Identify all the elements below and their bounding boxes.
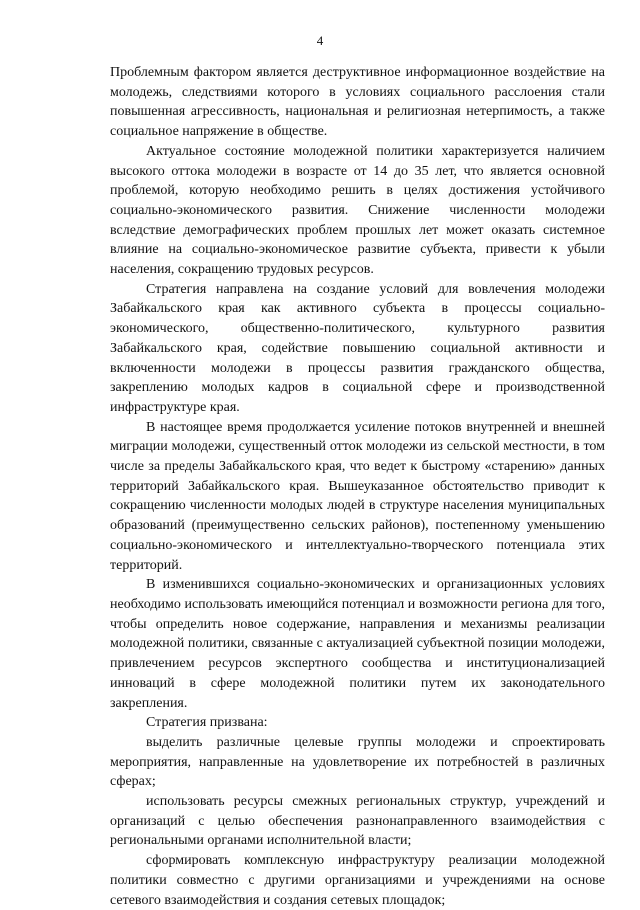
document-body bbox=[110, 63, 605, 910]
list-item: сформировать комплексную инфраструктуру реализации молодежной политики совместно с другими организациями и учреждениями на основе сетевого взаимодействия и создания сетевых площадок; bbox=[110, 853, 605, 908]
paragraph-current-state: Актуальное состояние молодежной политики характеризуется наличием высокого оттока молодежи в возрасте от 14 до 35 лет, что является основной проблемой, которую необходимо решить в целях достижения устойчивого социально-экономического развития. Снижение численности молодежи вследствие демографических проблем прошлых лет может оказать системное влияние на социально-экономическое развитие субъекта, привести к убыли населения, сокращению трудовых ресурсов. bbox=[110, 143, 605, 278]
paragraph-changed-conditions: В изменившихся социально-экономических и организационных условиях необходимо использовать имеющийся потенциал и возможности региона для того, чтобы определить новое содержание, направления и механизмы реализации молодежной политики, связанные с актуализацией субъектной позиции молодежи, привлечением ресурсов экспертного сообщества и институционализацией инноваций в сфере молодежной политики путем их законодательного закрепления. bbox=[110, 577, 605, 711]
list-item: выделить различные целевые группы молодежи и спроектировать мероприятия, направленные на удовлетворение их потребностей в различных сферах; bbox=[110, 734, 605, 790]
page-number: 4 bbox=[316, 33, 324, 48]
paragraph-strategy-aim: Стратегия направлена на создание условий для вовлечения молодежи Забайкальского края как активного субъекта в процессы социально-экономического, общественно-политического, культурного развития Забайкальского края, содействие повышению социальной активности и включенности молодежи в процессы развития гражданского общества, закреплению молодых кадров в социальной сфере и производственной инфраструктуре края. bbox=[110, 281, 605, 415]
list-item: использовать ресурсы смежных региональных структур, учреждений и организаций с целью обеспечения разнонаправленного взаимодействия с региональными органами исполнительной власти; bbox=[110, 794, 605, 849]
paragraph-problem-factor: Проблемным фактором является деструктивное информационное воздействие на молодежь, следствиями которого в условиях социального расслоения стали повышенная агрессивность, национальная и религиозная нетерпимость, а также социальное напряжение в обществе. bbox=[110, 65, 605, 140]
paragraph-migration: В настоящее время продолжается усиление потоков внутренней и внешней миграции молодежи, существенный отток молодежи из сельской местности, в том числе за пределы Забайкальского края, что ведет к быстрому «старению» данных территорий Забайкальского края. Вышеуказанное обстоятельство приводит к сокращению численности молодых людей в структуре населения муниципальных образований (преимущественно сельских районов), постепенному уменьшению социально-экономического и интеллектуально-творческого потенциала этих территорий. bbox=[110, 419, 605, 573]
paragraph-strategy-intended: Стратегия призвана: bbox=[146, 715, 268, 731]
